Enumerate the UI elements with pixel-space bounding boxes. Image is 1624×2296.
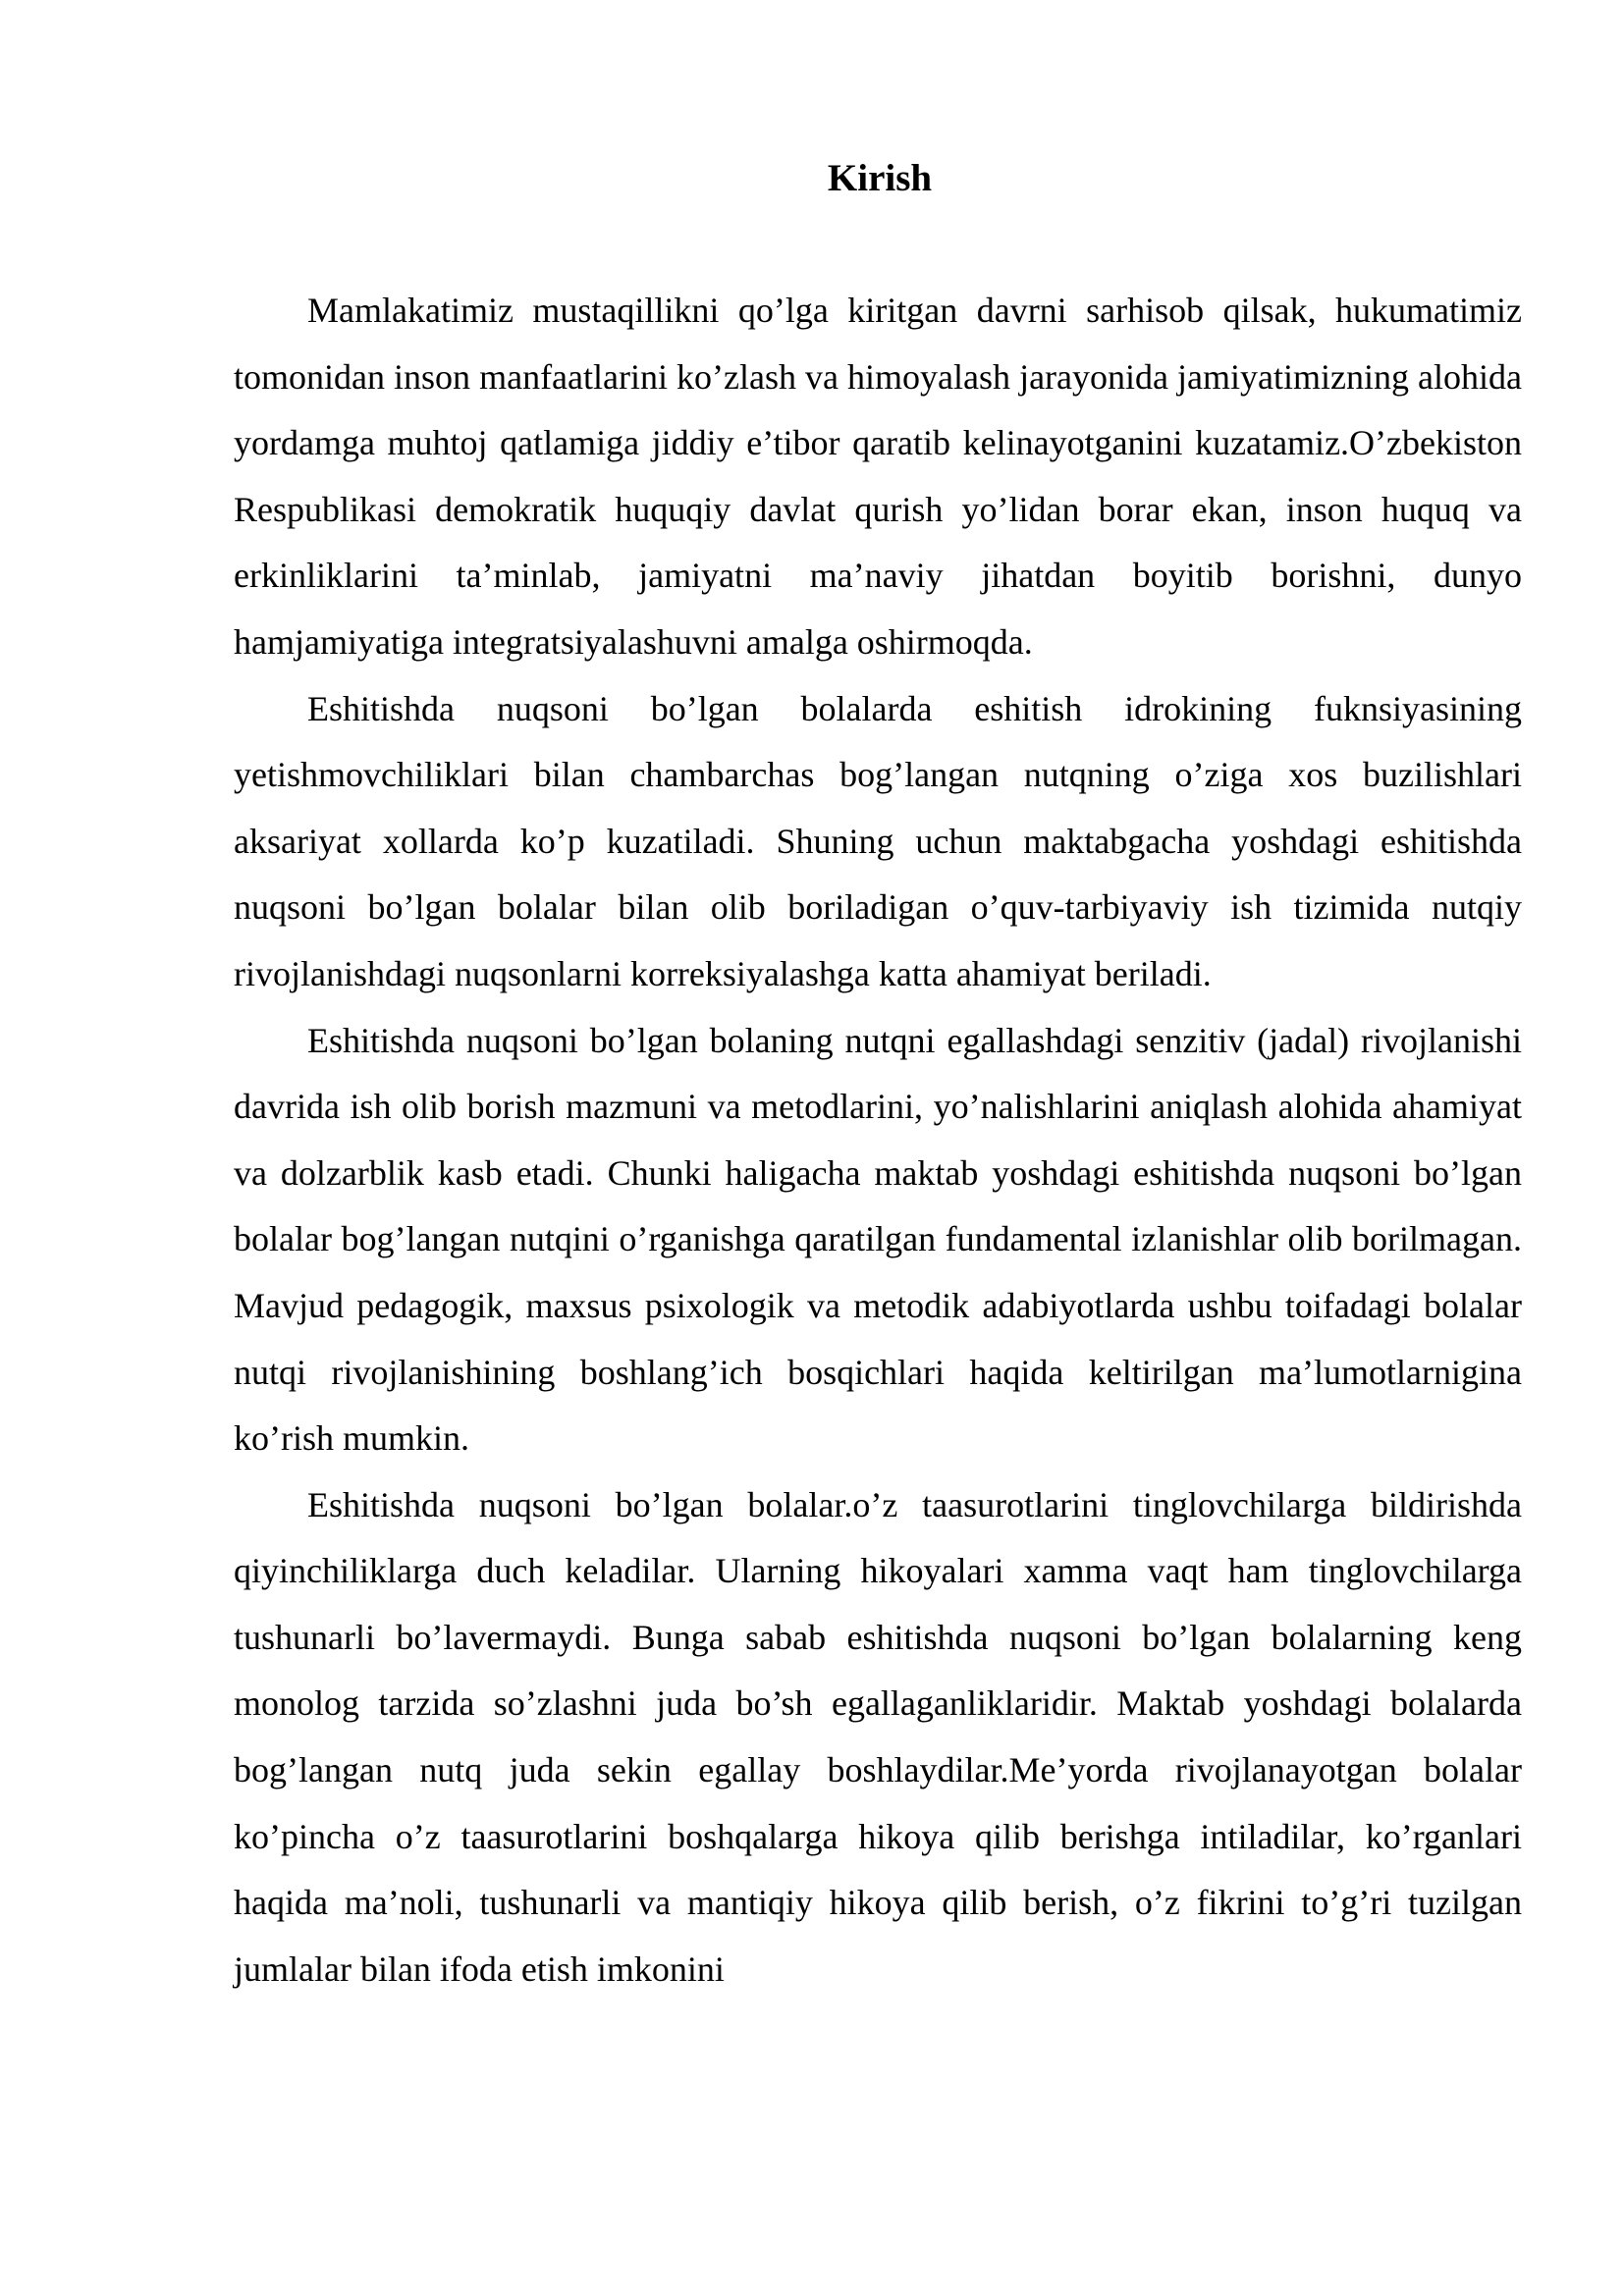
paragraph-4: Eshitishda nuqsoni bo’lgan bolalar.o’z taasurotlarini tinglovchilarga bildirishda qiyinchiliklarga duch keladilar. Ularning hikoyalari xamma vaqt ham tinglovchilarga tushunarli bo’lavermaydi. Bunga sabab eshitishda nuqsoni bo’lgan bolalarning keng monolog tarzida so’zlashni juda bo’sh egallaganliklaridir. Maktab yoshdagi bolalarda bog’langan nutq juda sekin egallay boshlaydilar.Me’yorda rivojlanayotgan bolalar ko’pincha o’z taasurotlarini boshqalarga hikoya qilib berishga intiladilar, ko’rganlari haqida ma’noli, tushunarli va mantiqiy hikoya qilib berish, o’z fikrini to’g’ri tuzilgan jumlalar bilan ifoda etish imkonini [234, 1484, 1522, 1989]
body-text [234, 278, 1522, 2002]
paragraph-1: Mamlakatimiz mustaqillikni qo’lga kiritgan davrni sarhisob qilsak, hukumatimiz tomonidan inson manfaatlarini ko’zlash va himoyalash jarayonida jamiyatimizning alohida yordamga muhtoj qatlamiga jiddiy e’tibor qaratib kelinayotganini kuzatamiz.O’zbekiston Respublikasi demokratik huquqiy davlat qurish yo’lidan borar ekan, inson huquq va erkinliklarini ta’minlab, jamiyatni ma’naviy jihatdan boyitib borishni, dunyo hamjamiyatiga integratsiyalashuvni amalga oshirmoqda. [234, 291, 1522, 662]
page-title: Kirish [827, 157, 933, 199]
paragraph-3: Eshitishda nuqsoni bo’lgan bolaning nutqni egallashdagi senzitiv (jadal) rivojlanishi davrida ish olib borish mazmuni va metodlarini, yo’nalishlarini aniqlash alohida ahamiyat va dolzarblik kasb etadi. Chunki haligacha maktab yoshdagi eshitishda nuqsoni bo’lgan bolalar bog’langan nutqini o’rganishga qaratilgan fundamental izlanishlar olib borilmagan. Mavjud pedagogik, maxsus psixologik va metodik adabiyotlarda ushbu toifadagi bolalar nutqi rivojlanishining boshlang’ich bosqichlari haqida keltirilgan ma’lumotlarnigina ko’rish mumkin. [234, 1020, 1522, 1459]
paragraph-2: Eshitishda nuqsoni bo’lgan bolalarda eshitish idrokining fuknsiyasining yetishmovchiliklari bilan chambarchas bog’langan nutqning o’ziga xos buzilishlari aksariyat xollarda ko’p kuzatiladi. Shuning uchun maktabgacha yoshdagi eshitishda nuqsoni bo’lgan bolalar bilan olib boriladigan o’quv-tarbiyaviy ish tizimida nutqiy rivojlanishdagi nuqsonlarni korreksiyalashga katta ahamiyat beriladi. [234, 688, 1522, 993]
